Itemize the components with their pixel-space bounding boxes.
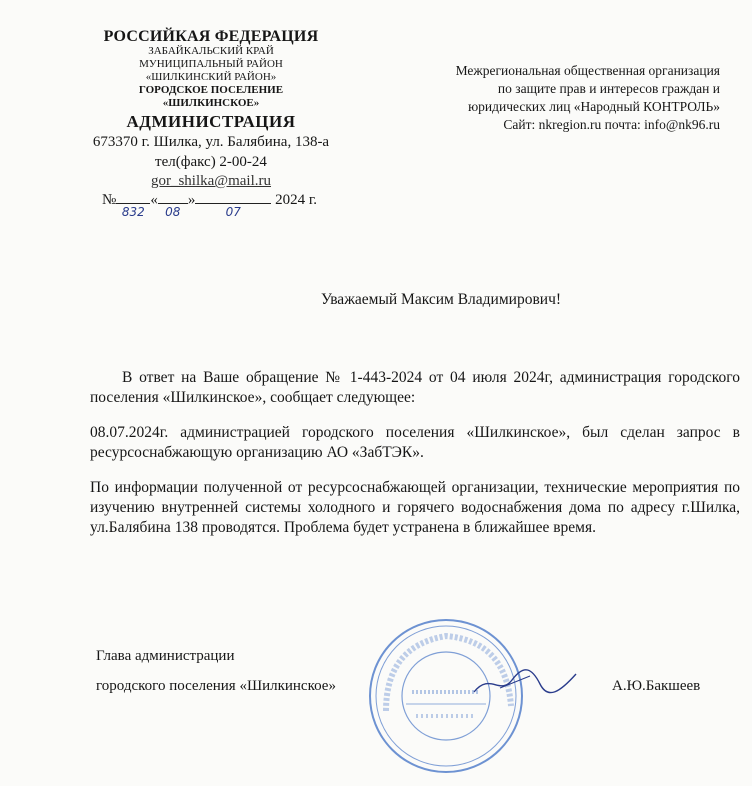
signatory-title-1: Глава администрации — [96, 648, 235, 664]
day-blank — [158, 203, 188, 219]
handwritten-day: 08 — [165, 205, 181, 219]
administration-heading: АДМИНИСТРАЦИЯ — [126, 112, 296, 131]
email-address: gor_shilka@mail.ru — [150, 173, 272, 189]
district-line-2: «ШИЛКИНСКИЙ РАЙОН» — [145, 71, 277, 83]
email-line — [86, 172, 336, 190]
signatory-title-2: городского поселения «Шилкинское» — [96, 678, 336, 694]
number-sign: № — [102, 192, 117, 208]
salutation: Уважаемый Максим Владимирович! — [320, 291, 562, 308]
body-paragraph-2: 08.07.2024г. администрацией городского поселения «Шилкинское», был сделан запрос в ресурсоснабжающую организацию АО «ЗабТЭК». — [90, 424, 740, 461]
month-blank — [195, 203, 271, 219]
year-text: 2024 г. — [275, 192, 318, 208]
settlement-line-1: ГОРОДСКОЕ ПОСЕЛЕНИЕ — [138, 84, 284, 96]
country-heading: РОССИЙКАЯ ФЕДЕРАЦИЯ — [103, 28, 319, 45]
handwritten-number: 832 — [121, 205, 145, 219]
outgoing-number-line: № 832 « 08 » 07 2024 г. — [86, 190, 336, 210]
recipient-block: Межрегиональная общественная организация по защите прав и интересов граждан и юридических лиц «Народный КОНТРОЛЬ» Сайт: nkregion.ru почта: info@nk96.ru — [455, 63, 720, 132]
district-line-1: МУНИЦИПАЛЬНЫЙ РАЙОН — [139, 58, 283, 70]
handwritten-month: 07 — [225, 205, 241, 219]
body-paragraph-1: В ответ на Ваше обращение № 1-443-2024 от 04 июля 2024г, администрация городского поселения «Шилкинское», сообщает следующее: — [90, 369, 740, 406]
region-line: ЗАБАЙКАЛЬСКИЙ КРАЙ — [148, 45, 274, 57]
handwritten-signature — [470, 662, 580, 702]
body-paragraph-3: По информации полученной от ресурсоснабжающей организации, технические мероприятия по изучению внутренней системы холодного и горячего водоснабжения дома по адресу г.Шилка, ул.Балябина 138 проводятся. Проблема будет устранена в ближайшее время. — [90, 479, 740, 536]
signatory-name: А.Ю.Бакшеев — [612, 678, 701, 694]
settlement-line-2: «ШИЛКИНСКОЕ» — [162, 97, 260, 109]
letterhead — [86, 28, 336, 219]
address-line: 673370 г. Шилка, ул. Балябина, 138-а — [92, 134, 330, 150]
phone-line: тел(факс) 2-00-24 — [155, 154, 267, 170]
number-blank — [116, 203, 150, 219]
